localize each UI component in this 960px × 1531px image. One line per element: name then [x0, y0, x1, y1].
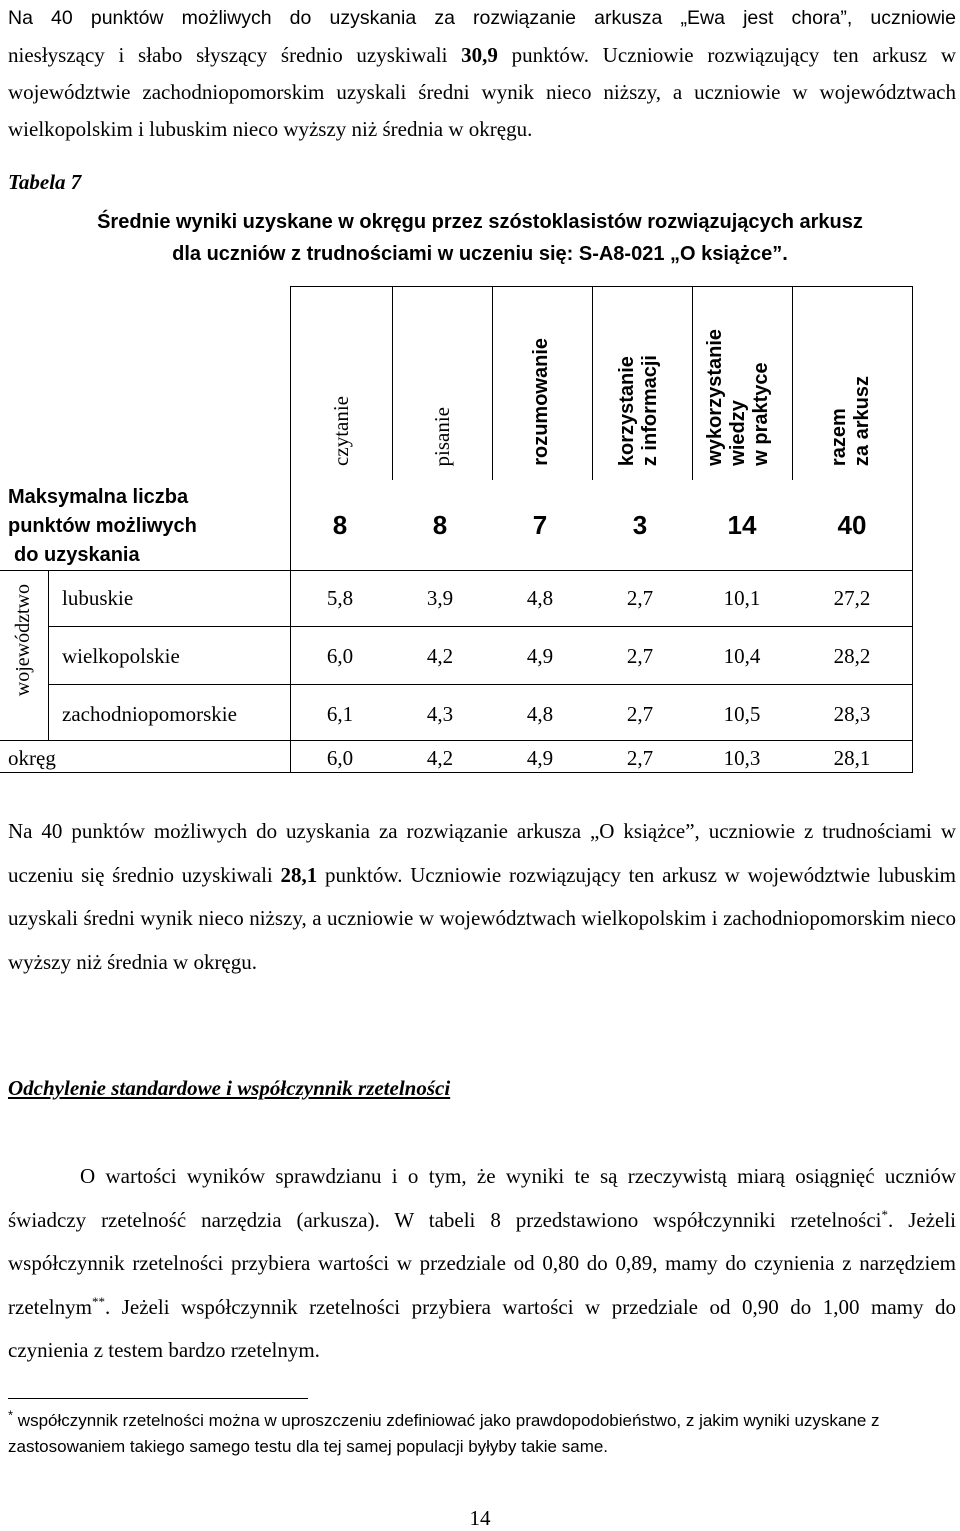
row-label: okręg	[8, 746, 56, 770]
grid-line	[692, 286, 693, 480]
max-value-czytanie: 8	[332, 510, 348, 540]
column-header-rozumowanie: rozumowanie	[530, 338, 552, 466]
max-value-razem: 40	[837, 510, 867, 540]
max-value-wykorzystanie: 14	[727, 510, 757, 540]
grid-line	[492, 286, 493, 480]
section-text-a: O wartości wyników sprawdzianu i o tym, że wyniki te są rzeczywistą miarą osiągnięć uczniów świadczy rzetelność narzędzia (arkusza). W tabeli 8 przedstawiono współczynniki rzetelności	[8, 1164, 956, 1232]
max-label-line: Maksymalna liczba	[8, 486, 189, 508]
grid-line	[0, 772, 913, 773]
summary-text-b: punktów. Uczniowie rozwiązujący ten arkusz w województwie lubuskim uzyskali średni wynik nieco niższy, a uczniowie w województwach wielkopolskim i zachodniopomorskim nieco wyższy niż średnia w okręgu.	[8, 862, 957, 974]
table-cell: 10,3	[723, 746, 761, 770]
table-cell: 10,1	[723, 586, 761, 610]
grid-line	[592, 286, 593, 480]
table-cell: 28,1	[833, 746, 871, 770]
table-cell: 28,2	[833, 644, 871, 668]
table-cell: 27,2	[833, 586, 871, 610]
table-cell: 10,4	[723, 644, 761, 668]
table-cell: 6,0	[326, 644, 354, 668]
col-label-line: korzystanie	[616, 355, 638, 466]
column-header-wykorzystanie	[704, 329, 773, 466]
table-cell: 2,7	[626, 644, 654, 668]
intro-rest	[8, 37, 956, 148]
col-label-line: wykorzystanie	[704, 329, 726, 466]
intro-paragraph	[8, 0, 956, 148]
table-cell: 4,2	[426, 644, 454, 668]
table-cell: 4,3	[426, 702, 454, 726]
column-header-czytanie: czytanie	[329, 396, 353, 466]
column-header-pisanie: pisanie	[430, 406, 454, 466]
max-label-line: do uzyskania	[14, 544, 140, 566]
grid-line	[48, 570, 49, 740]
grid-line	[912, 286, 913, 772]
grid-line	[392, 286, 393, 480]
intro-score: 30,9	[461, 43, 498, 67]
page-number: 14	[469, 1506, 491, 1530]
table-cell: 4,9	[526, 644, 554, 668]
grid-line	[792, 286, 793, 480]
table-cell: 10,5	[723, 702, 761, 726]
summary-paragraph	[8, 810, 956, 984]
section-paragraph	[8, 1155, 956, 1373]
table-caption	[0, 206, 960, 270]
table-cell: 4,2	[426, 746, 454, 770]
table-caption-line2: dla uczniów z trudnościami w uczeniu się: S-A8-021 „O książce”.	[172, 243, 788, 265]
table-cell: 2,7	[626, 586, 654, 610]
grid-line	[0, 570, 913, 571]
col-label-line: razem	[828, 408, 850, 466]
max-value-rozumowanie: 7	[532, 510, 548, 540]
footnote-mark: *	[8, 1407, 14, 1423]
intro-line1: Na 40 punktów możliwych do uzyskania za rozwiązanie arkusza „Ewa jest chora”, uczniowie	[8, 7, 956, 29]
table-label: Tabela 7	[8, 170, 82, 194]
grid-line	[48, 626, 913, 627]
table-caption-line1: Średnie wyniki uzyskane w okręgu przez szóstoklasistów rozwiązujących arkusz	[97, 211, 863, 233]
section-heading: Odchylenie standardowe i współczynnik rzetelności	[8, 1076, 451, 1100]
results-table	[0, 286, 913, 772]
col-label-line: wiedzy	[727, 400, 749, 466]
table-cell: 6,0	[326, 746, 354, 770]
section-text-c: . Jeżeli współczynnik rzetelności przybiera wartości w przedziale od 0,90 do 1,00 mamy do czynienia z testem bardzo rzetelnym.	[8, 1294, 956, 1362]
max-points-label	[8, 483, 197, 570]
max-value-korzystanie: 3	[632, 510, 648, 540]
summary-score: 28,1	[280, 862, 318, 887]
footnote	[8, 1408, 938, 1460]
row-label: lubuskie	[62, 586, 134, 610]
column-header-korzystanie	[616, 355, 662, 466]
table-cell: 2,7	[626, 746, 654, 770]
col-label-line: w praktyce	[750, 362, 772, 466]
column-header-razem	[828, 376, 874, 466]
group-label-wojewodztwo: województwo	[12, 584, 34, 697]
table-cell: 4,9	[526, 746, 554, 770]
footnote-ref-1: *	[881, 1206, 889, 1222]
row-label: zachodniopomorskie	[62, 702, 237, 726]
max-label-line: punktów możliwych	[8, 515, 197, 537]
footnote-text: współczynnik rzetelności można w uproszczeniu zdefiniować jako prawdopodobieństwo, z jakim wyniki uzyskane z zastosowaniem takiego samego testu dla tej samej populacji byłyby takie same.	[8, 1411, 880, 1456]
table-cell: 6,1	[326, 702, 354, 726]
section-text-b: . Jeżeli współczynnik rzetelności przybiera wartości w przedziale od 0,80 do 0,89, mamy do czynienia z narzędziem rzetelnym	[8, 1207, 956, 1319]
table-cell: 4,8	[526, 702, 554, 726]
footnote-separator	[8, 1398, 308, 1399]
table-cell: 28,3	[833, 702, 871, 726]
grid-line	[0, 740, 913, 741]
table-cell: 3,9	[426, 586, 454, 610]
summary-text-a: Na 40 punktów możliwych do uzyskania za rozwiązanie arkusza „O książce”, uczniowie z trudnościami w uczeniu się średnio uzyskiwali	[8, 819, 956, 887]
col-label-line: za arkusz	[851, 375, 873, 466]
intro-text-b: punktów. Uczniowie rozwiązujący ten arkusz w województwie zachodniopomorskim uzyskali średni wynik nieco niższy, a uczniowie w województwach wielkopolskim i lubuskim nieco wyższy niż średnia w okręgu.	[8, 43, 956, 141]
max-value-pisanie: 8	[432, 510, 448, 540]
col-label-line: z informacji	[639, 354, 661, 466]
row-label: wielkopolskie	[62, 644, 180, 668]
intro-text-a: niesłyszący i słabo słyszący średnio uzyskiwali	[8, 43, 462, 67]
table-cell: 4,8	[526, 586, 554, 610]
table-cell: 2,7	[626, 702, 654, 726]
grid-line	[48, 684, 913, 685]
grid-line	[290, 286, 912, 287]
footnote-ref-2: **	[91, 1293, 105, 1309]
table-cell: 5,8	[326, 586, 354, 610]
